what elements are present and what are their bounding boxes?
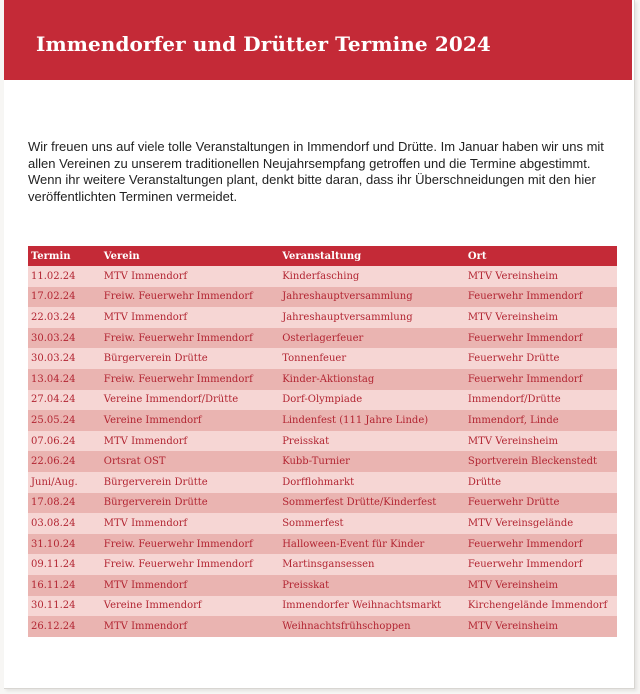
cell-termin: 25.05.24 (28, 410, 101, 431)
table-body (28, 266, 617, 637)
cell-termin: 09.11.24 (28, 554, 101, 575)
header-banner (4, 0, 632, 80)
cell-veranstaltung: Sommerfest (279, 513, 465, 534)
cell-verein: Bürgerverein Drütte (101, 472, 279, 493)
cell-veranstaltung: Dorf-Olympiade (279, 390, 465, 411)
cell-ort: MTV Vereinsheim (465, 575, 617, 596)
cell-veranstaltung: Lindenfest (111 Jahre Linde) (279, 410, 465, 431)
cell-termin: 16.11.24 (28, 575, 101, 596)
cell-termin: 30.11.24 (28, 596, 101, 617)
cell-verein: Vereine Immendorf (101, 596, 279, 617)
cell-termin: 30.03.24 (28, 328, 101, 349)
cell-termin: 11.02.24 (28, 266, 101, 287)
cell-ort: Drütte (465, 472, 617, 493)
intro-paragraph: Wir freuen uns auf viele tolle Veranstaltungen in Immendorf und Drütte. Im Januar haben wir uns mit allen Vereinen zu unserem traditionellen Neujahrsempfang getroffen und die Termine abgestimmt. Wenn ihr weitere Veranstaltungen plant, denkt bitte daran, dass ihr Überschneidungen mit den hier veröffentlichten Terminen vermeidet. (28, 139, 604, 204)
column-header-veranstaltung: Veranstaltung (279, 246, 465, 266)
table-row (28, 616, 617, 637)
cell-veranstaltung: Preisskat (279, 431, 465, 452)
cell-termin: 03.08.24 (28, 513, 101, 534)
cell-termin: 13.04.24 (28, 369, 101, 390)
table-row (28, 472, 617, 493)
table-row (28, 328, 617, 349)
cell-verein: Freiw. Feuerwehr Immendorf (101, 554, 279, 575)
cell-verein: Bürgerverein Drütte (101, 493, 279, 514)
cell-verein: Bürgerverein Drütte (101, 348, 279, 369)
cell-termin: 27.04.24 (28, 390, 101, 411)
cell-termin: 31.10.24 (28, 534, 101, 555)
cell-ort: Feuerwehr Drütte (465, 348, 617, 369)
cell-ort: Kirchengelände Immendorf (465, 596, 617, 617)
table-row (28, 266, 617, 287)
cell-veranstaltung: Halloween-Event für Kinder (279, 534, 465, 555)
cell-ort: Feuerwehr Immendorf (465, 287, 617, 308)
table-row (28, 596, 617, 617)
cell-verein: Freiw. Feuerwehr Immendorf (101, 328, 279, 349)
table-row (28, 410, 617, 431)
cell-verein: MTV Immendorf (101, 431, 279, 452)
cell-verein: Freiw. Feuerwehr Immendorf (101, 287, 279, 308)
table-row (28, 554, 617, 575)
table-row (28, 287, 617, 308)
table-row (28, 390, 617, 411)
cell-ort: Sportverein Bleckenstedt (465, 451, 617, 472)
cell-termin: 26.12.24 (28, 616, 101, 637)
table-header-row (28, 246, 617, 266)
cell-ort: Feuerwehr Immendorf (465, 328, 617, 349)
cell-termin: Juni/Aug. (28, 472, 101, 493)
cell-termin: 17.08.24 (28, 493, 101, 514)
cell-verein: Freiw. Feuerwehr Immendorf (101, 369, 279, 390)
cell-termin: 17.02.24 (28, 287, 101, 308)
cell-veranstaltung: Weihnachtsfrühschoppen (279, 616, 465, 637)
table-row (28, 513, 617, 534)
column-header-termin: Termin (28, 246, 101, 266)
cell-ort: MTV Vereinsheim (465, 307, 617, 328)
cell-veranstaltung: Kinder-Aktionstag (279, 369, 465, 390)
table-row (28, 451, 617, 472)
events-table (28, 246, 617, 637)
page-title: Immendorfer und Drütter Termine 2024 (36, 32, 491, 56)
cell-ort: Feuerwehr Immendorf (465, 369, 617, 390)
cell-verein: MTV Immendorf (101, 575, 279, 596)
cell-ort: Feuerwehr Drütte (465, 493, 617, 514)
table-row (28, 307, 617, 328)
cell-ort: MTV Vereinsheim (465, 266, 617, 287)
table-row (28, 431, 617, 452)
cell-termin: 07.06.24 (28, 431, 101, 452)
cell-veranstaltung: Dorfflohmarkt (279, 472, 465, 493)
cell-ort: MTV Vereinsheim (465, 616, 617, 637)
cell-veranstaltung: Tonnenfeuer (279, 348, 465, 369)
cell-verein: Ortsrat OST (101, 451, 279, 472)
cell-veranstaltung: Martinsgansessen (279, 554, 465, 575)
cell-veranstaltung: Immendorfer Weihnachtsmarkt (279, 596, 465, 617)
cell-veranstaltung: Preisskat (279, 575, 465, 596)
table-row (28, 348, 617, 369)
table-row (28, 493, 617, 514)
cell-termin: 30.03.24 (28, 348, 101, 369)
cell-veranstaltung: Sommerfest Drütte/Kinderfest (279, 493, 465, 514)
column-header-verein: Verein (101, 246, 279, 266)
cell-ort: MTV Vereinsgelände (465, 513, 617, 534)
cell-verein: MTV Immendorf (101, 307, 279, 328)
cell-ort: MTV Vereinsheim (465, 431, 617, 452)
cell-verein: MTV Immendorf (101, 266, 279, 287)
cell-veranstaltung: Jahreshauptversammlung (279, 307, 465, 328)
cell-verein: Vereine Immendorf/Drütte (101, 390, 279, 411)
cell-veranstaltung: Kinderfasching (279, 266, 465, 287)
cell-verein: Vereine Immendorf (101, 410, 279, 431)
cell-verein: Freiw. Feuerwehr Immendorf (101, 534, 279, 555)
page (4, 0, 635, 689)
cell-veranstaltung: Jahreshauptversammlung (279, 287, 465, 308)
cell-verein: MTV Immendorf (101, 513, 279, 534)
table-row (28, 575, 617, 596)
cell-termin: 22.03.24 (28, 307, 101, 328)
cell-ort: Immendorf, Linde (465, 410, 617, 431)
cell-ort: Feuerwehr Immendorf (465, 534, 617, 555)
cell-termin: 22.06.24 (28, 451, 101, 472)
cell-veranstaltung: Osterlagerfeuer (279, 328, 465, 349)
cell-veranstaltung: Kubb-Turnier (279, 451, 465, 472)
table-row (28, 369, 617, 390)
column-header-ort: Ort (465, 246, 617, 266)
cell-verein: MTV Immendorf (101, 616, 279, 637)
table-row (28, 534, 617, 555)
cell-ort: Immendorf/Drütte (465, 390, 617, 411)
cell-ort: Feuerwehr Immendorf (465, 554, 617, 575)
